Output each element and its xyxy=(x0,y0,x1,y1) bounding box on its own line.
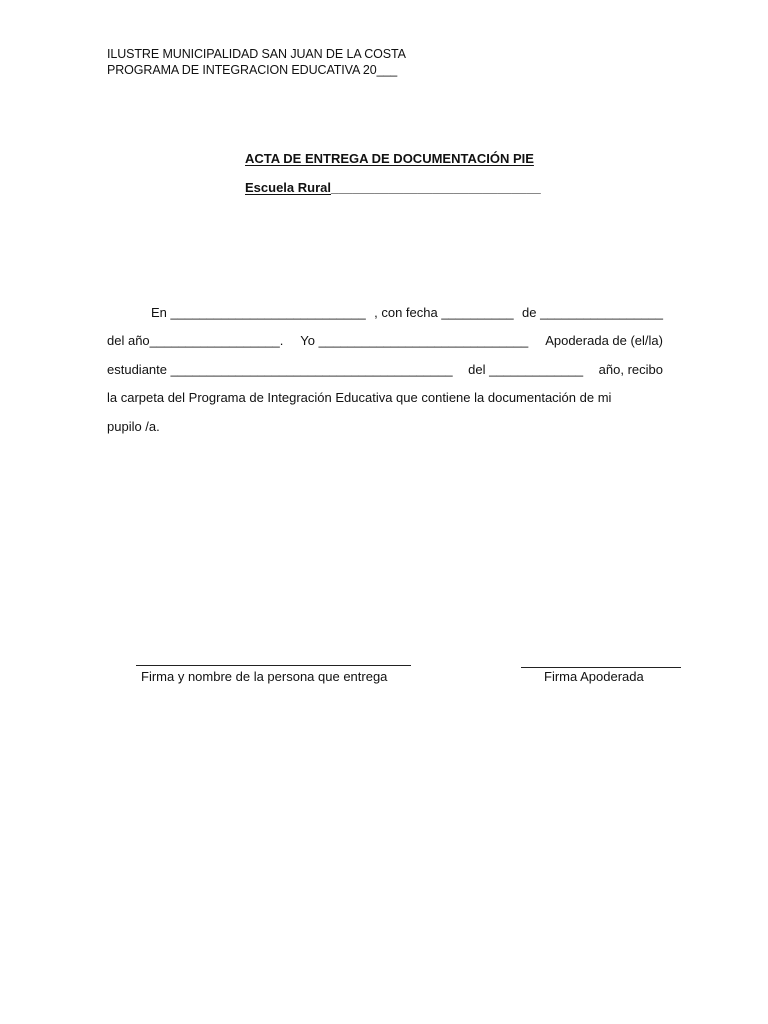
body-line-1-part-b: , con fecha __________ xyxy=(374,305,514,320)
body-line-2 xyxy=(107,327,663,355)
body-line-5: pupilo /a. xyxy=(107,418,160,434)
body-line-3-part-c: año, recibo xyxy=(598,361,663,377)
header-program: PROGRAMA DE INTEGRACION EDUCATIVA 20___ xyxy=(107,63,398,77)
document-header xyxy=(107,46,406,78)
body-line-2-part-a: del año__________________. xyxy=(107,333,284,349)
signature-label-guardian: Firma Apoderada xyxy=(544,669,644,684)
body-line-3-part-a: estudiante _______________________________________ xyxy=(107,361,453,377)
header-municipality: ILUSTRE MUNICIPALIDAD SAN JUAN DE LA COSTA xyxy=(107,47,406,61)
body-line-1 xyxy=(107,299,663,327)
body-line-2-part-c: Apoderada de (el/la) xyxy=(545,333,663,349)
signature-label-deliverer: Firma y nombre de la persona que entrega xyxy=(141,669,388,684)
body-line-1-part-a: En ___________________________ xyxy=(151,305,366,320)
body-line-1-part-c: de _________________ xyxy=(522,305,663,320)
body-line-4: la carpeta del Programa de Integración Educativa que contiene la documentación de mi xyxy=(107,390,612,406)
body-line-2-part-b: Yo _____________________________ xyxy=(300,333,529,349)
school-blank: _____________________________ xyxy=(331,180,541,195)
document-body xyxy=(107,299,663,441)
title-block xyxy=(245,151,534,167)
school-line xyxy=(245,180,541,196)
signature-line-deliverer xyxy=(136,665,411,666)
school-label: Escuela Rural xyxy=(245,180,331,195)
document-title: ACTA DE ENTREGA DE DOCUMENTACIÓN PIE xyxy=(245,151,534,166)
body-line-3-part-b: del _____________ xyxy=(468,361,584,377)
body-line-3 xyxy=(107,356,663,384)
signature-line-guardian xyxy=(521,667,681,668)
